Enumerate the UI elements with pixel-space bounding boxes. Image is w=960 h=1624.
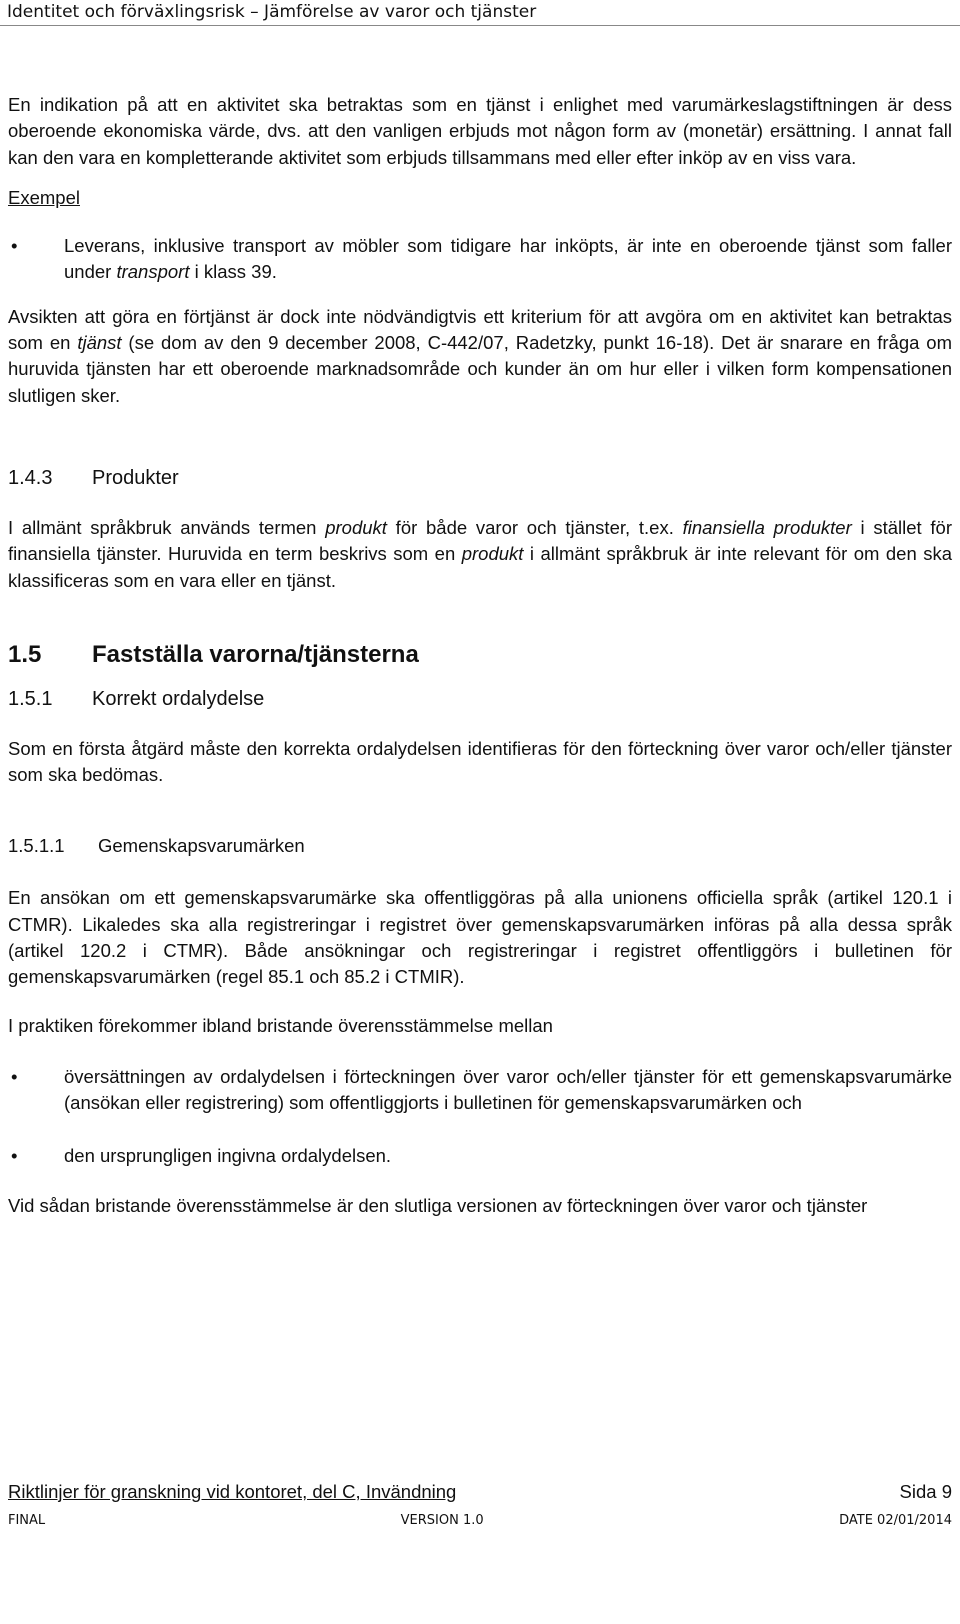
- section-title: Korrekt ordalydelse: [92, 687, 265, 710]
- footer-date: DATE 02/01/2014: [839, 1513, 952, 1528]
- bullet-text: Leverans, inklusive transport av möbler som tidigare har inköpts, är inte en oberoende tjänst som faller under transport i klass 39.: [64, 235, 952, 283]
- bullet-icon: •: [11, 1144, 18, 1166]
- section-number: 1.5.1: [8, 687, 53, 710]
- paragraph-products: I allmänt språkbruk används termen produkt för både varor och tjänster, t.ex. finansiella produkter i stället för finansiella tjänster. Huruvida en term beskrivs som en produkt i allmänt språkbruk är inte relevant för om den ska klassificeras som en vara eller en tjänst.: [8, 516, 952, 591]
- page-number: Sida 9: [899, 1481, 952, 1502]
- section-title: Gemenskapsvarumärken: [98, 835, 305, 857]
- section-number: 1.5.1.1: [8, 835, 65, 857]
- list-item: [8, 1064, 952, 1117]
- bullet-text: översättningen av ordalydelsen i förteckningen över varor och/eller tjänster för ett gemenskapsvarumärke (ansökan eller registrering) som offentliggjorts i bulletinen för gemenskapsvarumärken och: [64, 1065, 952, 1114]
- page-footer: [8, 1479, 952, 1505]
- footer-meta: [8, 1511, 952, 1531]
- section-heading-1-5: [8, 640, 952, 670]
- paragraph-publication-languages: En ansökan om ett gemenskapsvarumärke ska offentliggöras på alla unionens officiella språk (artikel 120.1 i CTMR). Likaledes ska alla registreringar i registret över gemenskapsvarumärken införas på alla dessa språk (artikel 120.2 i CTMR). Både ansökningar och registreringar i registret offentliggörs i bulletinen för gemenskapsvarumärken (regel 85.1 och 85.2 i CTMIR).: [8, 887, 952, 988]
- section-title: Produkter: [92, 466, 179, 489]
- section-heading-1-4-3: [8, 465, 952, 491]
- paragraph-final-version: Vid sådan bristande överensstämmelse är den slutliga versionen av förteckningen över varor och tjänster: [8, 1194, 868, 1216]
- footer-document-title: Riktlinjer för granskning vid kontoret, del C, Invändning: [8, 1481, 457, 1502]
- paragraph-profit-criterion: Avsikten att göra en förtjänst är dock inte nödvändigtvis ett kriterium för att avgöra om en aktivitet kan betraktas som en tjänst (se dom av den 9 december 2008, C-442/07, Radetzky, punkt 16-18). Det är snarare en fråga om huruvida tjänsten har ett oberoende marknadsområde och kunder än om hur eller i vilken form kompensationen slutligen sker.: [8, 305, 952, 406]
- document-body: [8, 92, 952, 1219]
- paragraph-service-indication: En indikation på att en aktivitet ska betraktas som en tjänst i enlighet med varumärkeslagstiftningen är dess oberoende ekonomiska värde, dvs. att den vanligen erbjuds mot någon form av (monetär) ersättning. I annat fall kan den vara en kompletterande aktivitet som erbjuds tillsammans med eller efter inköp av en viss vara.: [8, 94, 952, 168]
- running-header: [0, 0, 960, 25]
- list-item: [8, 1143, 952, 1169]
- paragraph-correct-wording: Som en första åtgärd måste den korrekta ordalydelsen identifieras för den förteckning över varor och/eller tjänster som ska bedömas.: [8, 737, 952, 786]
- bullet-text: den ursprungligen ingivna ordalydelsen.: [64, 1144, 392, 1166]
- section-number: 1.4.3: [8, 466, 53, 489]
- bullet-icon: •: [11, 1065, 18, 1087]
- footer-status: FINAL: [8, 1513, 46, 1528]
- section-title: Fastställa varorna/tjänsterna: [92, 640, 419, 668]
- section-number: 1.5: [8, 640, 42, 668]
- paragraph-inconsistency-intro: I praktiken förekommer ibland bristande överensstämmelse mellan: [8, 1014, 553, 1036]
- section-heading-1-5-1-1: [8, 833, 952, 859]
- footer-version: VERSION 1.0: [400, 1513, 484, 1528]
- example-label: Exempel: [8, 186, 80, 208]
- header-rule: [0, 25, 960, 26]
- bullet-icon: •: [11, 235, 18, 257]
- list-item: [8, 233, 952, 286]
- section-heading-1-5-1: [8, 686, 952, 712]
- header-title: Identitet och förväxlingsrisk – Jämförelse av varor och tjänster: [7, 2, 537, 22]
